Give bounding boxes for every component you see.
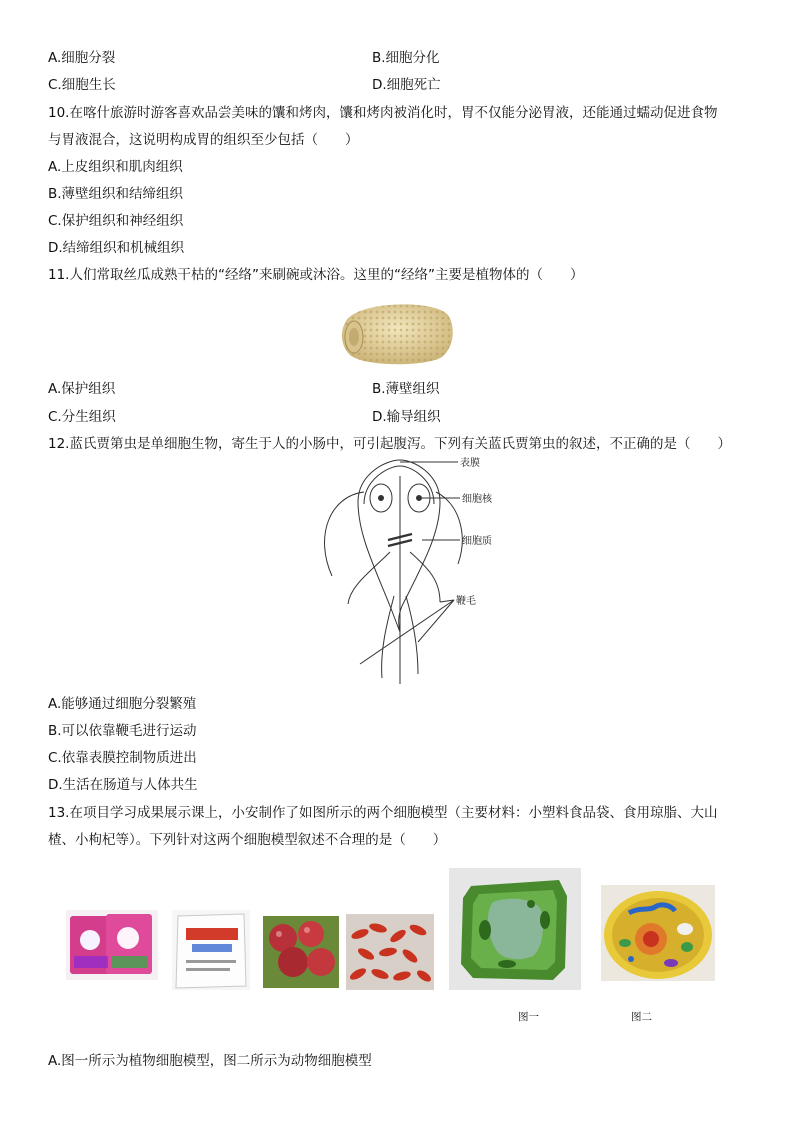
q11-option-c: C.分生组织 <box>48 409 116 425</box>
q10-option-b: B.薄壁组织和结缔组织 <box>48 186 184 202</box>
food-bag-photo <box>66 910 158 980</box>
q10-option-a: A.上皮组织和肌肉组织 <box>48 159 183 175</box>
q12-option-c: C.依靠表膜控制物质进出 <box>48 750 197 766</box>
q9-option-b: B.细胞分化 <box>372 50 440 66</box>
q9-option-a: A.细胞分裂 <box>48 50 116 66</box>
q12-stem: 12.蓝氏贾第虫是单细胞生物，寄生于人的小肠中，可引起腹泻。下列有关蓝氏贾第虫的叙述，不正确的是（ ） <box>48 436 731 452</box>
q11-option-b: B.薄壁组织 <box>372 381 440 397</box>
q10-stem-line1: 10.在喀什旅游时游客喜欢品尝美味的馕和烤肉，馕和烤肉被消化时，胃不仅能分泌胃液，还能通过蠕动促进食物 <box>48 105 718 121</box>
q11-option-d: D.输导组织 <box>372 409 441 425</box>
giardia-diagram <box>290 456 510 688</box>
label-nucleus: 细胞核 <box>462 494 492 505</box>
animal-cell-model-photo <box>601 885 715 981</box>
plant-cell-model-photo <box>449 868 581 990</box>
agar-bag-photo <box>172 910 250 990</box>
q13-option-a: A.图一所示为植物细胞模型，图二所示为动物细胞模型 <box>48 1053 372 1069</box>
q12-option-a: A.能够通过细胞分裂繁殖 <box>48 696 197 712</box>
goji-photo <box>346 914 434 990</box>
hawthorn-photo <box>263 916 339 988</box>
q9-option-c: C.细胞生长 <box>48 77 116 93</box>
q11-option-a: A.保护组织 <box>48 381 116 397</box>
figure1-caption: 图一 <box>518 1011 539 1023</box>
q13-stem-line2: 楂、小枸杞等）。下列针对这两个细胞模型叙述不合理的是（ ） <box>48 832 447 848</box>
q13-stem-line1: 13.在项目学习成果展示课上，小安制作了如图所示的两个细胞模型（主要材料：小塑料食品袋、食用琼脂、大山 <box>48 805 718 821</box>
loofah-photo <box>338 297 456 369</box>
q9-option-d: D.细胞死亡 <box>372 77 441 93</box>
label-flagella: 鞭毛 <box>456 596 476 607</box>
q10-option-c: C.保护组织和神经组织 <box>48 213 184 229</box>
figure2-caption: 图二 <box>631 1011 652 1023</box>
label-cytoplasm: 细胞质 <box>462 536 492 547</box>
q10-option-d: D.结缔组织和机械组织 <box>48 240 185 256</box>
q12-option-b: B.可以依靠鞭毛进行运动 <box>48 723 197 739</box>
label-pellicle: 表膜 <box>460 458 480 469</box>
q11-stem: 11.人们常取丝瓜成熟干枯的“经络”来刷碗或沐浴。这里的“经络”主要是植物体的（ ） <box>48 267 584 283</box>
q10-stem-line2: 与胃液混合，这说明构成胃的组织至少包括（ ） <box>48 132 359 148</box>
q12-option-d: D.生活在肠道与人体共生 <box>48 777 198 793</box>
